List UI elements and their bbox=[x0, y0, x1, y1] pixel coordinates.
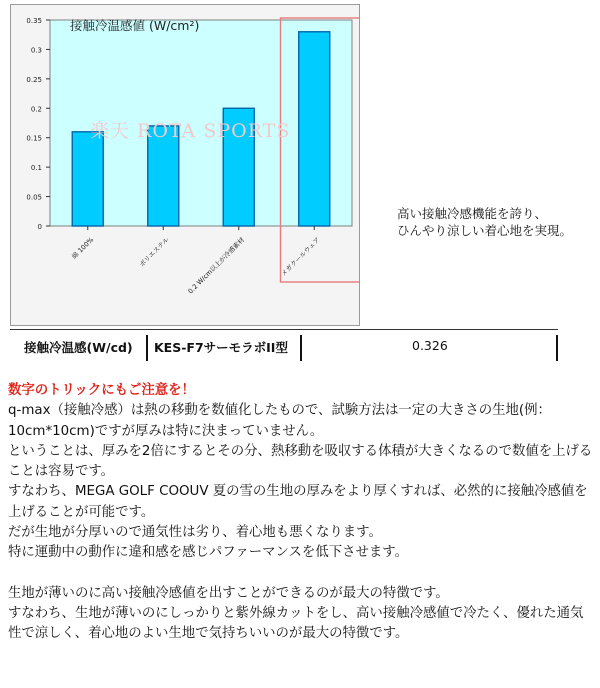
x-tick-label: 綿 100% bbox=[70, 235, 96, 261]
side-caption bbox=[397, 205, 572, 239]
y-tick-label: 0 bbox=[37, 223, 42, 231]
measurement-divider-2 bbox=[300, 335, 302, 361]
y-tick-label: 0.3 bbox=[30, 46, 42, 55]
article-paragraph-1-line: ということは、厚みを2倍にするとその分、熱移動を吸収する体積が大きくなるので数値を上げることは容易です。 bbox=[8, 443, 593, 480]
bar bbox=[299, 32, 330, 226]
y-tick-label: 0.1 bbox=[30, 164, 42, 173]
article-paragraph-1-line: q-max（接触冷感）は熱の移動を数値化したもので、試験方法は一定の大きさの生地(例：10cm*10cm)ですが厚みは特に決まっていません。 bbox=[8, 403, 551, 439]
article-paragraph-1-line: 特に運動中の動作に違和感を感じパファーマンスを低下させます。 bbox=[8, 545, 408, 561]
measurement-divider-1 bbox=[146, 335, 148, 361]
article-paragraph-1-line: だが生地が分厚いので通気性は劣り、着心地も悪くなります。 bbox=[8, 525, 382, 541]
y-tick-label: 0.2 bbox=[30, 105, 42, 114]
watermark: 楽天 ROTA SPORTS bbox=[90, 120, 291, 142]
x-tick-label: ポリエステル bbox=[137, 235, 171, 269]
y-tick-label: 0.35 bbox=[26, 17, 42, 25]
article-paragraph-2-line: 生地が薄いのに高い接触冷感値を出すことができるのが最大の特徴です。 bbox=[8, 585, 449, 601]
y-tick-label: 0.15 bbox=[26, 134, 42, 143]
x-tick-label: 0.2 W/cm以上が冷感素材 bbox=[186, 235, 247, 296]
table-top-border bbox=[10, 329, 558, 330]
article-paragraph-1-line: すなわち、MEGA GOLF COOUV 夏の雪の生地の厚みをより厚くすれば、必然的に接触冷感値を上げることが可能です。 bbox=[8, 484, 588, 520]
chart-title: 接触冷温感値 (W/cm²) bbox=[70, 18, 200, 33]
article bbox=[8, 381, 593, 645]
bar bbox=[72, 132, 103, 226]
y-tick-label: 0.25 bbox=[26, 75, 42, 84]
measurement-divider-3 bbox=[556, 335, 558, 361]
measurement-row bbox=[24, 335, 559, 361]
article-paragraph-2-line: すなわち、生地が薄いのにしっかりと紫外線カットをし、高い接触冷感値で冷たく、優れた通気性で涼しく、着心地のよい生地で気持ちいいのが最大の特徴です。 bbox=[8, 605, 584, 642]
measurement-method: KES-F7サーモラボII型 bbox=[154, 340, 288, 355]
y-tick-label: 0.05 bbox=[26, 193, 42, 202]
measurement-value: 0.326 bbox=[412, 338, 448, 353]
measurement-label: 接触冷温感(W/cd) bbox=[24, 340, 133, 355]
x-tick-label: メガクールウェア bbox=[279, 235, 322, 278]
side-caption-line-1: 高い接触冷感機能を誇り、 bbox=[397, 206, 548, 221]
article-heading: 数字のトリックにもご注意を！ bbox=[8, 383, 195, 398]
paragraph-spacer bbox=[8, 564, 593, 584]
side-caption-line-2: ひんやり涼しい着心地を実現。 bbox=[397, 223, 573, 238]
bar-chart bbox=[10, 4, 360, 326]
